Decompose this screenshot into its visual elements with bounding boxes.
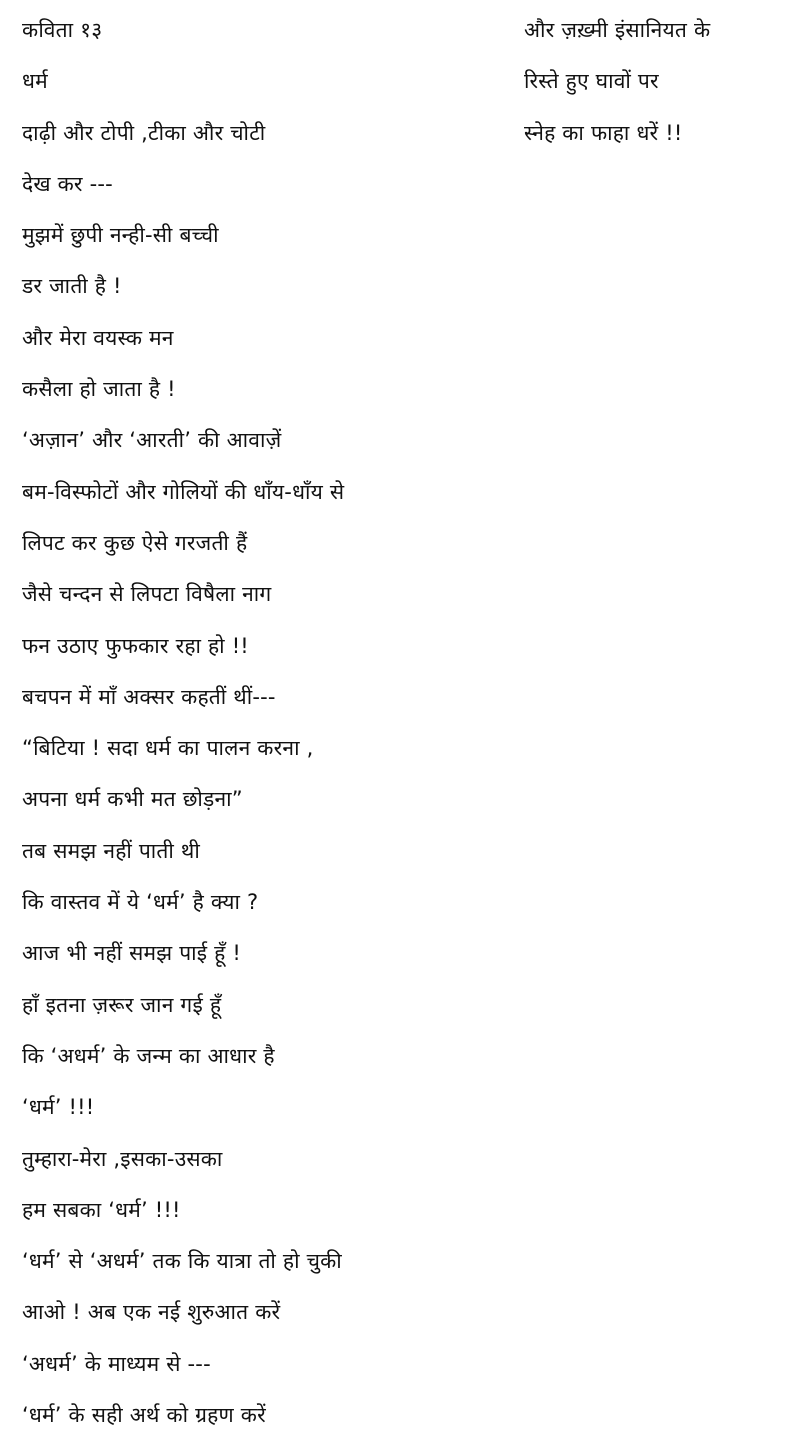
poem-line: और मेरा वयस्क मन [22, 325, 174, 350]
poem-line: लिपट कर कुछ ऐसे गरजती हैं [22, 530, 248, 555]
poem-line: तुम्हारा-मेरा ,इसका-उसका [22, 1146, 223, 1171]
poem-line: ‘धर्म’ के सही अर्थ को ग्रहण करें [22, 1403, 266, 1428]
poem-line: आज भी नहीं समझ पाई हूँ ! [22, 941, 242, 966]
poem-line: हाँ इतना ज़रूर जान गई हूँ [22, 992, 222, 1017]
poem-line: कि वास्तव में ये ‘धर्म’ है क्या ? [22, 890, 259, 915]
poem-line: बम-विस्फोटों और गोलियों की धाँय-धाँय से [22, 479, 345, 504]
poem-line: मुझमें छुपी नन्ही-सी बच्ची [22, 223, 219, 248]
poem-line: कि ‘अधर्म’ के जन्म का आधार है [22, 1043, 275, 1068]
poem-line: डर जाती है ! [22, 274, 122, 299]
poem-line: बचपन में माँ अक्सर कहतीं थीं--- [22, 684, 276, 709]
poem-continuation-line: और ज़ख़्मी इंसानियत के [524, 18, 711, 42]
poem-line: तब समझ नहीं पाती थी [22, 838, 200, 863]
poem-right-column [524, 14, 794, 168]
poem-line: देख कर --- [22, 171, 113, 196]
poem-line: ‘अधर्म’ के माध्यम से --- [22, 1351, 211, 1376]
poem-line: अपना धर्म कभी मत छोड़ना” [22, 787, 243, 812]
poem-line: ‘धर्म’ से ‘अधर्म’ तक कि यात्रा तो हो चुकी [22, 1249, 342, 1274]
poem-continuation-line: रिस्ते हुए घावों पर [524, 69, 659, 94]
poem-line: ‘धर्म’ !!! [22, 1095, 95, 1120]
poem-line: जैसे चन्दन से लिपटा विषैला नाग [22, 582, 272, 607]
poem-left-column [22, 14, 492, 1450]
poem-line: दाढ़ी और टोपी ,टीका और चोटी [22, 120, 266, 145]
poem-title: धर्म [22, 69, 48, 94]
poem-line: “बिटिया ! सदा धर्म का पालन करना , [22, 736, 314, 761]
poem-line: कसैला हो जाता है ! [22, 377, 176, 402]
poem-heading: कविता १३ [22, 18, 103, 42]
poem-line: फन उठाए फुफकार रहा हो !! [22, 633, 249, 658]
poem-line: हम सबका ‘धर्म’ !!! [22, 1197, 181, 1222]
poem-line: ‘अज़ान’ और ‘आरती’ की आवाज़ें [22, 428, 282, 453]
poem-continuation-line: स्नेह का फाहा धरें !! [524, 120, 683, 145]
poem-line: आओ ! अब एक नई शुरुआत करें [22, 1300, 281, 1325]
